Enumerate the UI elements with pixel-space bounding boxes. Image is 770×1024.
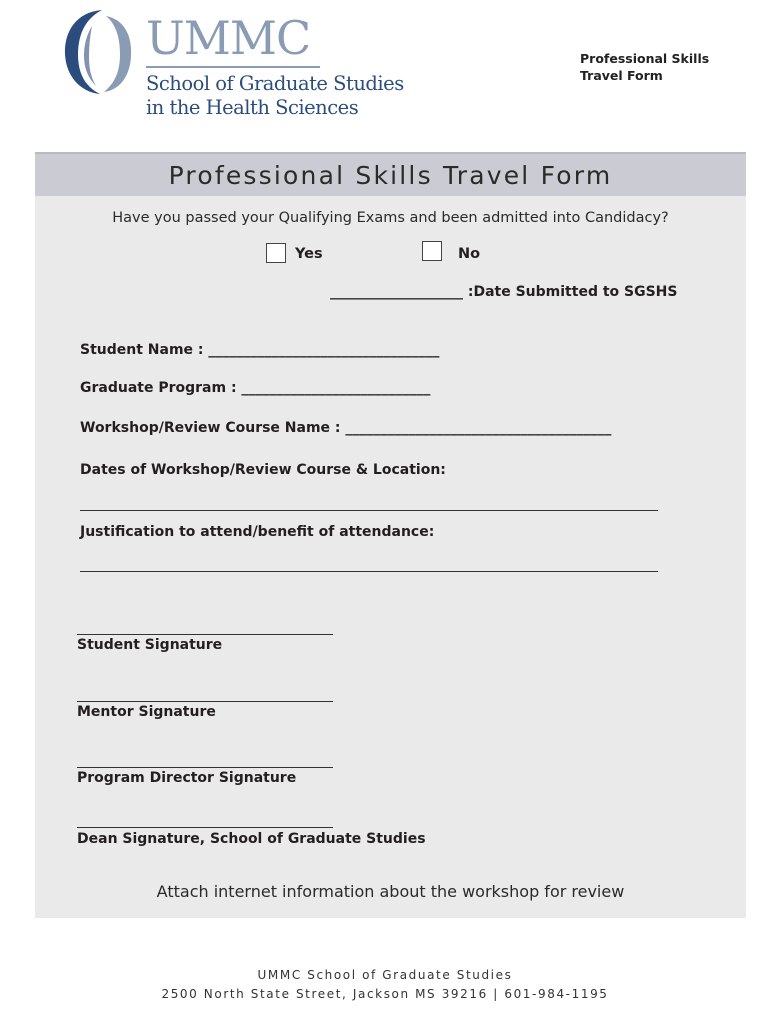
corner-form-title — [580, 50, 740, 84]
program-director-signature-label: Program Director Signature — [77, 770, 297, 786]
dates-location-label: Dates of Workshop/Review Course & Location: — [80, 462, 446, 478]
mentor-signature-label: Mentor Signature — [77, 704, 216, 720]
graduate-program-field[interactable]: Graduate Program : ___________________________ — [80, 380, 431, 396]
justification-input-line[interactable] — [80, 571, 658, 572]
corner-title-line-2: Travel Form — [580, 68, 663, 83]
logo-divider — [146, 66, 320, 68]
dean-signature-label: Dean Signature, School of Graduate Studies — [77, 831, 426, 847]
dates-location-input-line[interactable] — [80, 510, 658, 511]
ummc-logo-icon — [62, 6, 134, 96]
workshop-name-field[interactable]: Workshop/Review Course Name : ______________________________________ — [80, 420, 612, 436]
yes-checkbox[interactable] — [266, 243, 286, 263]
footer-school-name: UMMC School of Graduate Studies — [257, 968, 513, 982]
candidacy-question: Have you passed your Qualifying Exams and been admitted into Candidacy? — [112, 210, 669, 226]
student-signature-label: Student Signature — [77, 637, 223, 653]
justification-label: Justification to attend/benefit of attendance: — [80, 524, 435, 540]
no-checkbox[interactable] — [422, 241, 442, 261]
logo-wordmark: UMMC — [146, 11, 311, 65]
yes-label: Yes — [295, 246, 323, 262]
date-submitted-field[interactable]: ___________________ :Date Submitted to SGSHS — [330, 284, 678, 300]
no-label: No — [458, 246, 481, 262]
attach-note: Attach internet information about the workshop for review — [156, 882, 625, 901]
footer-address: 2500 North State Street, Jackson MS 39216 | 601-984-1195 — [161, 987, 609, 1001]
student-name-field[interactable]: Student Name : _________________________________ — [80, 342, 440, 358]
logo-health-sciences-line: in the Health Sciences — [146, 96, 359, 119]
corner-title-line-1: Professional Skills — [580, 51, 710, 66]
logo-school-line: School of Graduate Studies — [146, 72, 404, 95]
form-title: Professional Skills Travel Form — [168, 161, 613, 190]
